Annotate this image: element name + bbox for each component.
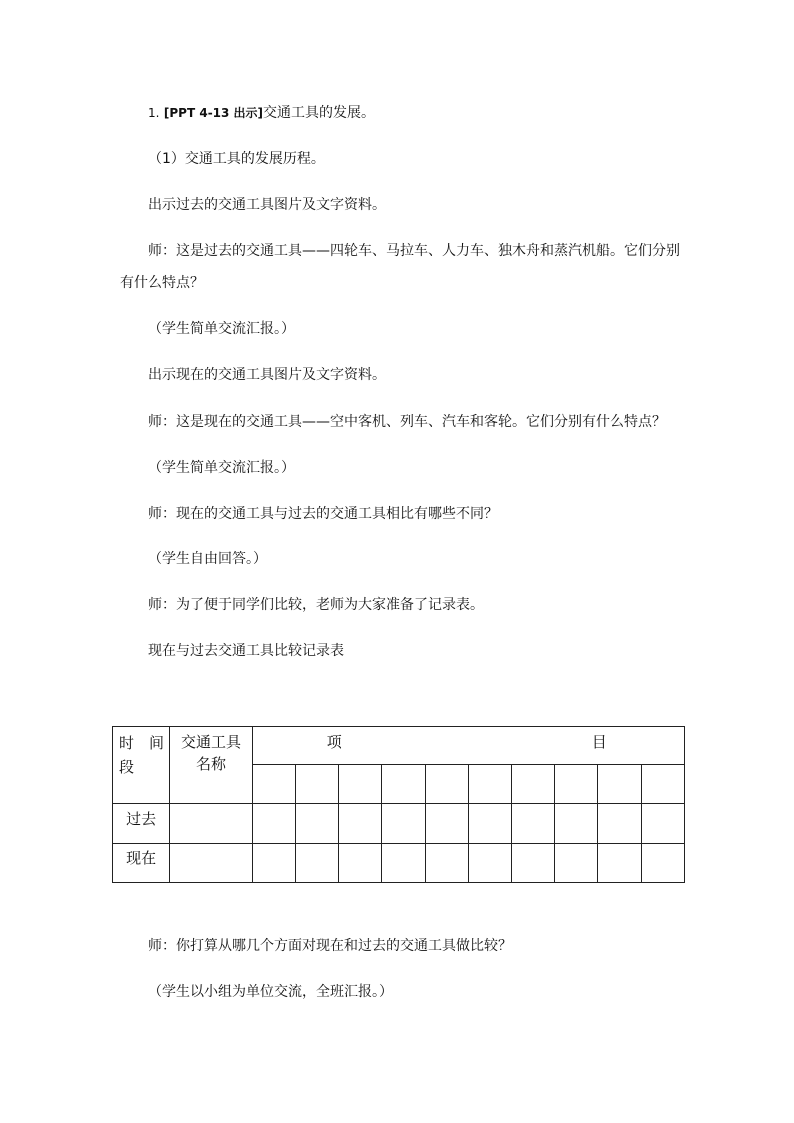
time-period-header [113,727,170,804]
item-cell [641,765,684,804]
item-cell [555,804,598,843]
row-label-now: 现在 [113,843,170,882]
item-cell [425,843,468,882]
time-header-line2: 段 [119,758,135,776]
items-header [252,727,684,765]
name-cell [170,804,252,843]
item-cell [598,804,641,843]
vehicle-name-header [170,727,252,804]
item-cell [339,765,382,804]
item-cell [295,765,338,804]
item-cell [598,843,641,882]
time-header-line1: 时 间 [119,734,165,752]
item-cell [468,765,511,804]
table-row [113,843,685,882]
item-cell [339,804,382,843]
items-header-right: 目 [591,733,607,751]
comparison-record-table [112,726,685,883]
item-cell [252,843,295,882]
item-cell [382,843,425,882]
items-header-left: 项 [326,733,342,751]
item-cell [468,804,511,843]
name-cell [170,843,252,882]
name-header-line2: 名称 [195,755,226,773]
item-cell [425,765,468,804]
paragraph: （学生简单交流汇报。） [148,460,295,476]
item-cell [295,804,338,843]
item-cell [598,765,641,804]
heading-title: 交通工具的发展。 [263,105,376,121]
item-cell [295,843,338,882]
paragraph: （学生以小组为单位交流，全班汇报。） [148,984,393,1000]
paragraph: 出示过去的交通工具图片及文字资料。 [148,197,386,213]
section-heading [148,104,375,122]
item-cell [382,804,425,843]
paragraph: （学生简单交流汇报。） [148,321,295,337]
item-cell [512,843,555,882]
paragraph: 师：你打算从哪几个方面对现在和过去的交通工具做比较？ [148,938,512,954]
table-row [113,804,685,843]
row-label-past: 过去 [113,804,170,843]
name-header-line1: 交通工具 [180,733,241,751]
heading-ppt-tag: [PPT 4-13 出示] [163,106,264,120]
item-cell [641,843,684,882]
item-cell [339,843,382,882]
item-cell [425,804,468,843]
item-cell [382,765,425,804]
paragraph: 师：这是现在的交通工具——空中客机、列车、汽车和客轮。它们分别有什么特点？ [148,414,666,430]
paragraph: （1）交通工具的发展历程。 [148,151,325,167]
item-cell [252,804,295,843]
paragraph: 师：这是过去的交通工具——四轮车、马拉车、人力车、独木舟和蒸汽机船。它们分别 [148,243,680,259]
item-cell [512,765,555,804]
paragraph: 师：为了便于同学们比较，老师为大家准备了记录表。 [148,597,484,613]
item-cell [512,804,555,843]
item-cell [555,765,598,804]
paragraph: 师：现在的交通工具与过去的交通工具相比有哪些不同？ [148,506,498,522]
heading-number: 1. [148,106,160,120]
item-cell [252,765,295,804]
item-cell [555,843,598,882]
item-cell [468,843,511,882]
paragraph: 出示现在的交通工具图片及文字资料。 [148,367,386,383]
table-caption: 现在与过去交通工具比较记录表 [148,643,344,659]
paragraph: 有什么特点？ [120,275,204,291]
item-cell [641,804,684,843]
paragraph: （学生自由回答。） [148,551,267,567]
